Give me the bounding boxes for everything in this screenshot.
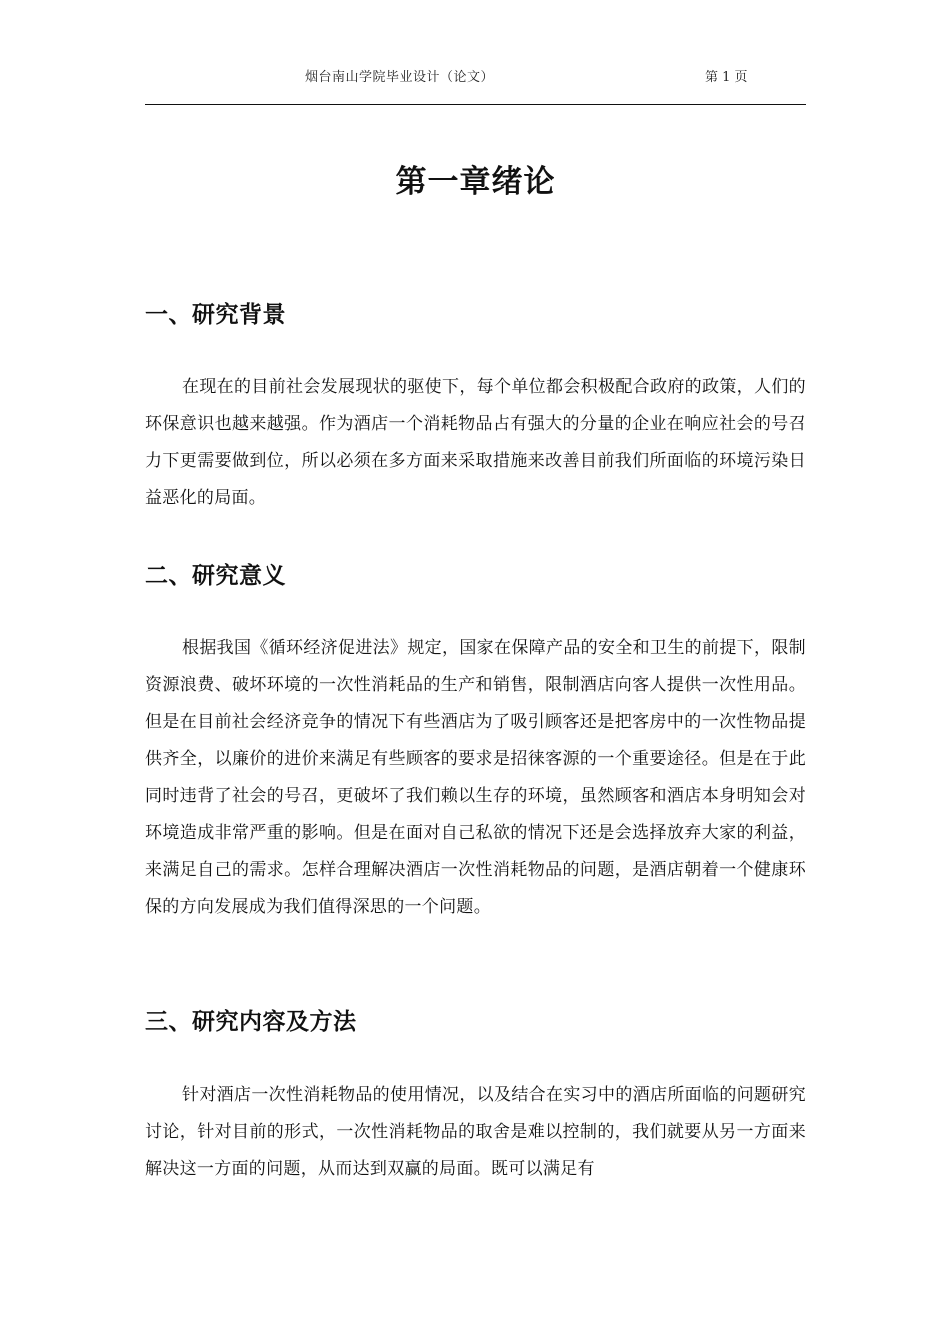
section-heading-significance: 二、研究意义 [145, 562, 286, 589]
header-title: 烟台南山学院毕业设计（论文） [305, 70, 495, 85]
header-page-number: 第 1 页 [705, 70, 748, 85]
section-heading-content-method: 三、研究内容及方法 [145, 1008, 357, 1035]
paragraph-significance: 根据我国《循环经济促进法》规定，国家在保障产品的安全和卫生的前提下，限制资源浪费、破坏环境的一次性消耗品的生产和销售，限制酒店向客人提供一次性用品。但是在目前社会经济竞争的情况下有些酒店为了吸引顾客还是把客房中的一次性物品提供齐全，以廉价的进价来满足有些顾客的要求是招徕客源的一个重要途径。但是在于此同时违背了社会的号召，更破坏了我们赖以生存的环境，虽然顾客和酒店本身明知会对环境造成非常严重的影响。但是在面对自己私欲的情况下还是会选择放弃大家的利益，来满足自己的需求。怎样合理解决酒店一次性消耗物品的问题，是酒店朝着一个健康环保的方向发展成为我们值得深思的一个问题。 [145, 638, 806, 917]
chapter-title: 第一章绪论 [395, 164, 556, 200]
page-header [145, 66, 806, 88]
section-heading-background: 一、研究背景 [145, 301, 286, 328]
paragraph-content-method: 针对酒店一次性消耗物品的使用情况，以及结合在实习中的酒店所面临的问题研究讨论，针对目前的形式，一次性消耗物品的取舍是难以控制的，我们就要从另一方面来解决这一方面的问题，从而达到双赢的局面。既可以满足有 [145, 1085, 806, 1179]
paragraph-background: 在现在的目前社会发展现状的驱使下，每个单位都会积极配合政府的政策，人们的环保意识也越来越强。作为酒店一个消耗物品占有强大的分量的企业在响应社会的号召力下更需要做到位，所以必须在多方面来采取措施来改善目前我们所面临的环境污染日益恶化的局面。 [145, 377, 806, 508]
header-divider [145, 104, 806, 105]
